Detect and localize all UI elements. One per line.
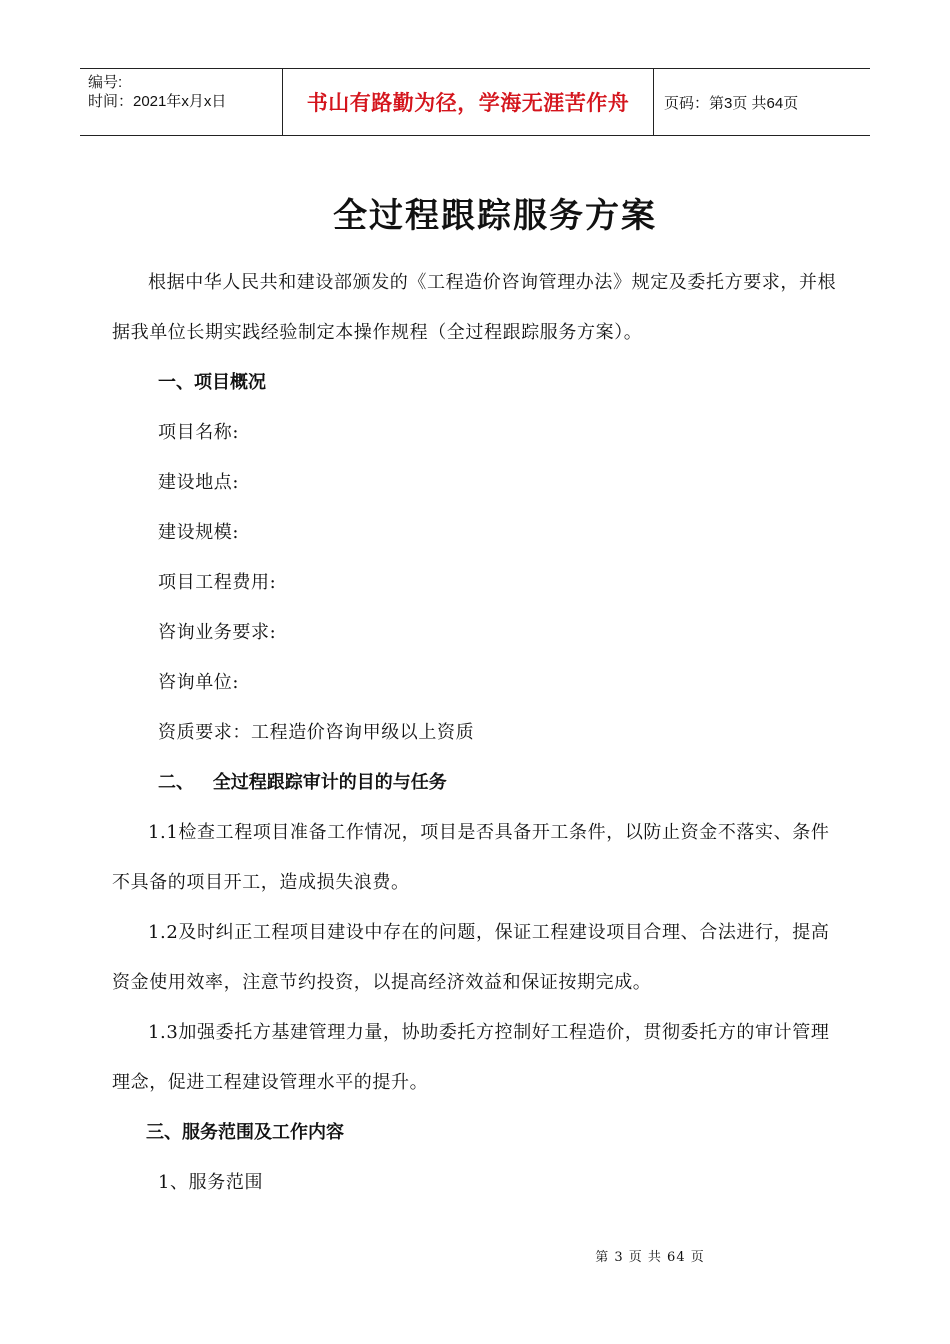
item-location: 建设地点:: [158, 472, 240, 493]
page-header: [80, 68, 870, 136]
item-cost: 项目工程费用:: [158, 572, 277, 593]
header-page-info: 页码：第3页 共64页: [664, 94, 799, 112]
item-scale: 建设规模:: [158, 522, 240, 543]
document-title: 全过程跟踪服务方案: [333, 196, 657, 236]
document-date: 时间：2021年x月x日: [88, 93, 227, 110]
section-2-paragraph-1: 1.1检查工程项目准备工作情况，项目是否具备开工条件，以防止资金不落实、条件不具备的项目开工，造成损失浪费。: [112, 822, 830, 893]
item-qualification: 资质要求：工程造价咨询甲级以上资质: [158, 722, 475, 743]
section-3-sub-1: 1、服务范围: [158, 1172, 264, 1193]
section-2-heading: 二、 全过程跟踪审计的目的与任务: [158, 772, 447, 793]
item-consultant: 咨询单位:: [158, 672, 240, 693]
header-motto: 书山有路勤为径，学海无涯苦作舟: [282, 69, 654, 135]
section-2-paragraph-3: 1.3加强委托方基建管理力量，协助委托方控制好工程造价，贯彻委托方的审计管理理念，促进工程建设管理水平的提升。: [112, 1022, 830, 1093]
section-1-heading: 一、项目概况: [158, 372, 266, 393]
item-project-name: 项目名称:: [158, 422, 240, 443]
item-requirements: 咨询业务要求:: [158, 622, 277, 643]
document-number-label: 编号:: [88, 74, 123, 91]
intro-paragraph: 根据中华人民共和建设部颁发的《工程造价咨询管理办法》规定及委托方要求，并根据我单位长期实践经验制定本操作规程（全过程跟踪服务方案）。: [112, 272, 837, 343]
document-body: [112, 258, 838, 1208]
section-3-heading: 三、服务范围及工作内容: [146, 1122, 344, 1143]
page-footer: 第 3 页 共 64 页: [595, 1250, 705, 1265]
section-2-paragraph-2: 1.2及时纠正工程项目建设中存在的问题，保证工程建设项目合理、合法进行，提高资金使用效率，注意节约投资，以提高经济效益和保证按期完成。: [112, 922, 830, 993]
header-meta: [80, 69, 282, 135]
